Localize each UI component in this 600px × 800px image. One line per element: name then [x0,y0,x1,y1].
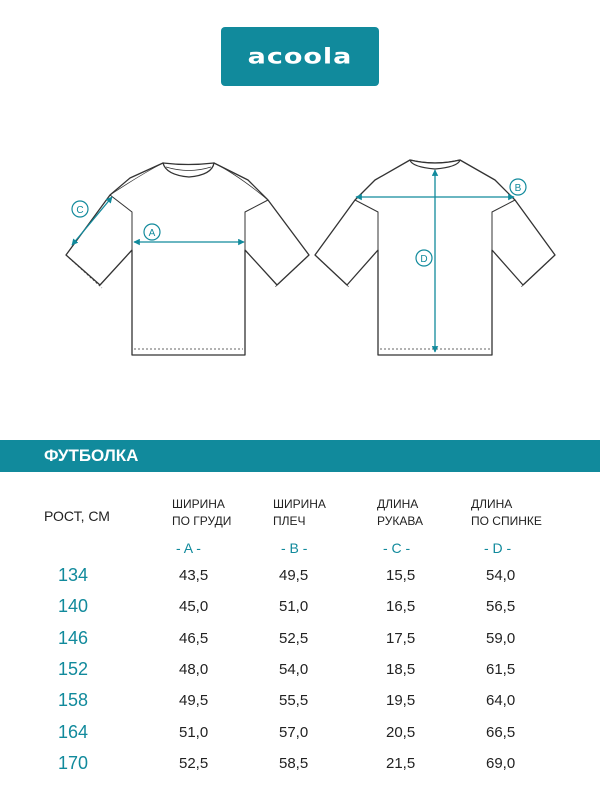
value-cell: 15,5 [386,567,416,584]
table-row [0,565,600,589]
value-cell: 55,5 [279,692,309,709]
value-cell: 45,0 [179,598,209,615]
label-a: A [148,228,156,239]
value-cell: 54,0 [486,567,516,584]
column-header-line: ПЛЕЧ [273,514,306,528]
label-b-badge [510,179,526,195]
column-letter-d: - D - [484,540,512,556]
column-header-line: ШИРИНА [172,497,225,511]
table-row [0,690,600,714]
value-cell: 16,5 [386,598,416,615]
column-header-back-length [471,496,542,530]
column-header-line: РУКАВА [377,514,423,528]
size-cell: 170 [58,753,89,773]
value-cell: 51,0 [179,724,209,741]
value-cell: 17,5 [386,630,416,647]
table-row [0,659,600,683]
column-header-line: ДЛИНА [377,497,419,511]
size-cell: 158 [58,690,89,710]
table-title: ФУТБОЛКА [44,446,139,465]
value-cell: 51,0 [279,598,309,615]
title-band [0,440,600,472]
value-cell: 18,5 [386,661,416,678]
value-cell: 64,0 [486,692,516,709]
label-c-badge [72,201,88,217]
column-letter-b: - B - [281,540,308,556]
value-cell: 57,0 [279,724,309,741]
table-row [0,753,600,777]
label-b: B [514,183,522,194]
value-cell: 48,0 [179,661,209,678]
label-d-badge [416,250,432,266]
size-cell: 140 [58,596,89,616]
value-cell: 46,5 [179,630,209,647]
column-header-shoulders [273,496,326,530]
size-cell: 152 [58,659,89,679]
value-cell: 59,0 [486,630,516,647]
value-cell: 61,5 [486,661,516,678]
value-cell: 69,0 [486,755,516,772]
column-letter-a: - A - [176,540,201,556]
value-cell: 49,5 [279,567,309,584]
table-row [0,722,600,746]
column-header-line: ПО ГРУДИ [172,514,232,528]
column-header-line: ШИРИНА [273,497,326,511]
value-cell: 52,5 [179,755,209,772]
value-cell: 20,5 [386,724,416,741]
value-cell: 66,5 [486,724,516,741]
value-cell: 54,0 [279,661,309,678]
value-cell: 52,5 [279,630,309,647]
value-cell: 19,5 [386,692,416,709]
rost-header: РОСТ, СМ [44,508,110,524]
label-d: D [420,254,428,265]
label-a-badge [144,224,160,240]
table-row [0,628,600,652]
column-letter-c: - C - [383,540,411,556]
table-row [0,596,600,620]
column-header-chest [172,496,231,530]
tshirt-front-outline [66,163,309,355]
size-cell: 134 [58,565,89,585]
value-cell: 43,5 [179,567,209,584]
value-cell: 58,5 [279,755,309,772]
value-cell: 49,5 [179,692,209,709]
column-header-line: ПО СПИНКЕ [471,514,542,528]
value-cell: 21,5 [386,755,416,772]
size-cell: 146 [58,628,89,648]
column-header-sleeve [377,496,423,530]
label-c: C [76,205,84,216]
brand-logo-text: acoola [247,44,353,69]
value-cell: 56,5 [486,598,516,615]
column-header-line: ДЛИНА [471,497,513,511]
size-cell: 164 [58,722,89,742]
